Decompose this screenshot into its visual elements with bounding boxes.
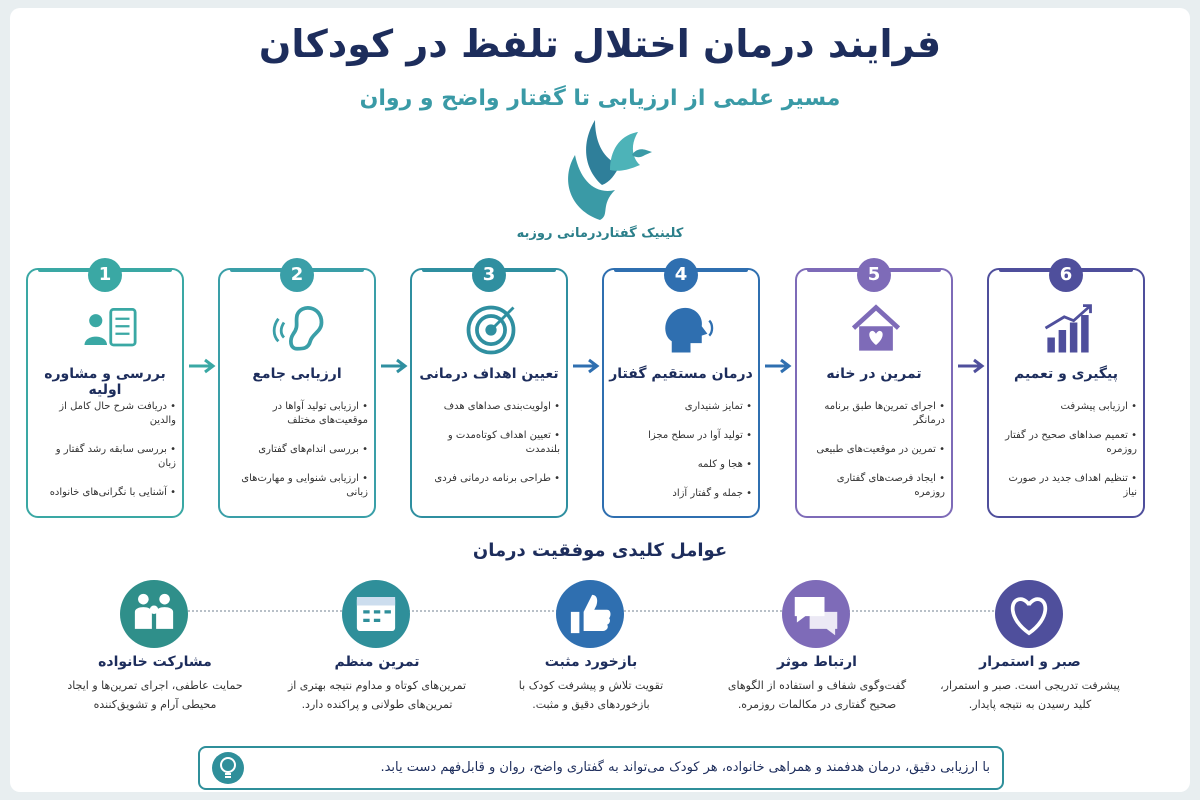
target-icon (456, 300, 526, 360)
factor-description: تمرین‌های کوتاه و مداوم نتیجه بهتری از تمرین‌های طولانی و پراکنده دارد. (287, 679, 467, 711)
step-title: ارزیابی جامع (252, 366, 342, 382)
step-item: • طراحی برنامه درمانی فردی (420, 472, 560, 486)
factor-description: تقویت تلاش و پیشرفت کودک با بازخوردهای دقیق و مثبت. (518, 679, 664, 711)
step-item: • ارزیابی شنوایی و مهارت‌های زبانی (228, 472, 368, 500)
step-item: • دریافت شرح حال کامل از والدین (36, 400, 176, 428)
arrow-right-icon (571, 356, 601, 376)
home-heart-icon (841, 300, 911, 360)
footer-note (198, 746, 1004, 790)
factors-title: عوامل کلیدی موفقیت درمان (472, 540, 728, 561)
growth-chart-icon (1033, 300, 1103, 360)
step-title: بررسی و مشاوره اولیه (44, 366, 166, 398)
step-item: • جمله و گفتار آزاد (612, 487, 752, 501)
step-card-3 (410, 264, 568, 518)
step-item: • آشنایی با نگرانی‌های خانواده (36, 486, 176, 500)
bird-logo-icon (540, 110, 660, 230)
step-item: • ایجاد فرصت‌های گفتاری روزمره (805, 472, 945, 500)
footer-text: با ارزیابی دقیق، درمان هدفمند و همراهی خانواده، هر کودک می‌تواند به گفتاری واضح، روان و قابل‌فهم دست یابد. (380, 760, 990, 775)
heart-icon (995, 580, 1063, 648)
step-title: تعیین اهداف درمانی (419, 366, 559, 382)
step-item: • بررسی سابقه رشد گفتار و زبان (36, 443, 176, 471)
step-items (805, 400, 945, 515)
step-card-5 (795, 264, 953, 518)
family-icon (120, 580, 188, 648)
step-title: پیگیری و تعمیم (1013, 366, 1119, 382)
factor-description: پیشرفت تدریجی است. صبر و استمرار، کلید رسیدن به نتیجه پایدار. (940, 679, 1120, 711)
step-item: • ارزیابی پیشرفت (997, 400, 1137, 414)
step-number: 6 (1049, 258, 1083, 292)
factor-title: بازخورد مثبت (544, 654, 638, 670)
clipboard-people-icon (72, 300, 142, 360)
arrow-right-icon (956, 356, 986, 376)
step-number: 4 (664, 258, 698, 292)
factor-description: گفت‌وگوی شفاف و استفاده از الگوهای صحیح گفتاری در مکالمات روزمره. (727, 679, 907, 711)
step-item: • اولویت‌بندی صداهای هدف (420, 400, 560, 414)
step-items (612, 400, 752, 516)
step-card-2 (218, 264, 376, 518)
arrow-right-icon (763, 356, 793, 376)
logo-text: کلینیک گفتاردرمانی روزبه (516, 226, 684, 241)
step-item: • تعمیم صداهای صحیح در گفتار روزمره (997, 429, 1137, 457)
step-item: • بررسی اندام‌های گفتاری (228, 443, 368, 457)
step-number: 2 (280, 258, 314, 292)
step-item: • تولید آوا در سطح مجزا (612, 429, 752, 443)
factor-title: صبر و استمرار (979, 654, 1081, 670)
step-card-4 (602, 264, 760, 518)
ear-icon (264, 300, 334, 360)
factor-title: ارتباط موثر (777, 654, 857, 670)
step-title: درمان مستقیم گفتار (609, 366, 753, 382)
step-card-6 (987, 264, 1145, 518)
factor-description: حمایت عاطفی، اجرای تمرین‌ها و ایجاد محیطی آرام و تشویق‌کننده (67, 679, 243, 711)
step-items (420, 400, 560, 501)
speaking-head-icon (648, 300, 718, 360)
arrow-right-icon (379, 356, 409, 376)
step-item: • تمایز شنیداری (612, 400, 752, 414)
step-item: • تعیین اهداف کوتاه‌مدت و بلندمدت (420, 429, 560, 457)
step-item: • ارزیابی تولید آواها در موقعیت‌های مختلف (228, 400, 368, 428)
step-title: تمرین در خانه (826, 366, 922, 382)
thumbs-up-icon (556, 580, 624, 648)
step-card-1 (26, 264, 184, 518)
step-number: 1 (88, 258, 122, 292)
lightbulb-icon (212, 752, 244, 784)
step-items (997, 400, 1137, 515)
step-items (228, 400, 368, 515)
step-item: • هجا و کلمه (612, 458, 752, 472)
page-subtitle: مسیر علمی از ارزیابی تا گفتار واضح و روان (359, 86, 841, 111)
chat-bubbles-icon (782, 580, 850, 648)
page-title: فرایند درمان اختلال تلفظ در کودکان (258, 22, 942, 66)
step-items (36, 400, 176, 515)
step-number: 3 (472, 258, 506, 292)
step-item: • تمرین در موقعیت‌های طبیعی (805, 443, 945, 457)
step-item: • اجرای تمرین‌ها طبق برنامه درمانگر (805, 400, 945, 428)
step-item: • تنظیم اهداف جدید در صورت نیاز (997, 472, 1137, 500)
calendar-icon (342, 580, 410, 648)
arrow-right-icon (187, 356, 217, 376)
factor-title: تمرین منظم (334, 654, 420, 670)
factor-title: مشارکت خانواده (98, 654, 212, 670)
step-number: 5 (857, 258, 891, 292)
